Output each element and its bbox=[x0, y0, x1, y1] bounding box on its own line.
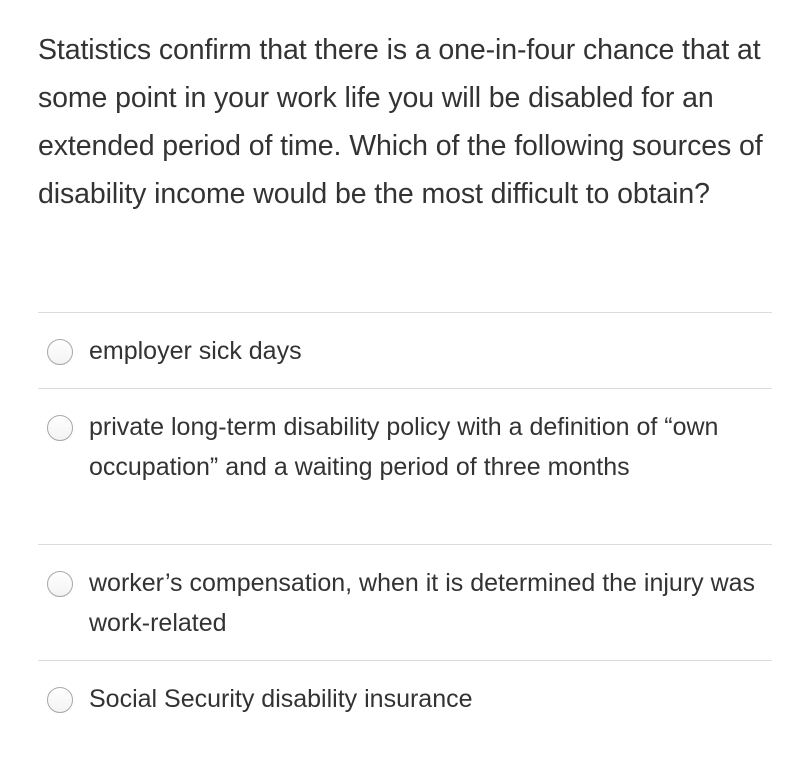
answer-option-2[interactable] bbox=[38, 388, 772, 544]
answer-option-1[interactable] bbox=[38, 312, 772, 388]
radio-button-3[interactable] bbox=[47, 571, 73, 597]
answer-option-4[interactable] bbox=[38, 660, 772, 736]
radio-button-4[interactable] bbox=[47, 687, 73, 713]
answer-option-4-label[interactable]: Social Security disability insurance bbox=[89, 685, 473, 713]
answer-option-1-label[interactable]: employer sick days bbox=[89, 337, 302, 365]
answer-option-2-label[interactable]: private long-term disability policy with a definition of “own occupation” and a waiting period of three months bbox=[89, 413, 719, 481]
answer-option-3-label[interactable]: worker’s compensation, when it is determined the injury was work-related bbox=[89, 569, 756, 637]
question-text: Statistics confirm that there is a one-in-four chance that at some point in your work life you will be disabled for an extended period of time. Which of the following sources of disability income would be the most difficult to obtain? bbox=[38, 34, 763, 210]
answer-option-3[interactable] bbox=[38, 544, 772, 660]
answer-options bbox=[38, 312, 772, 736]
radio-button-2[interactable] bbox=[47, 415, 73, 441]
radio-button-1[interactable] bbox=[47, 339, 73, 365]
